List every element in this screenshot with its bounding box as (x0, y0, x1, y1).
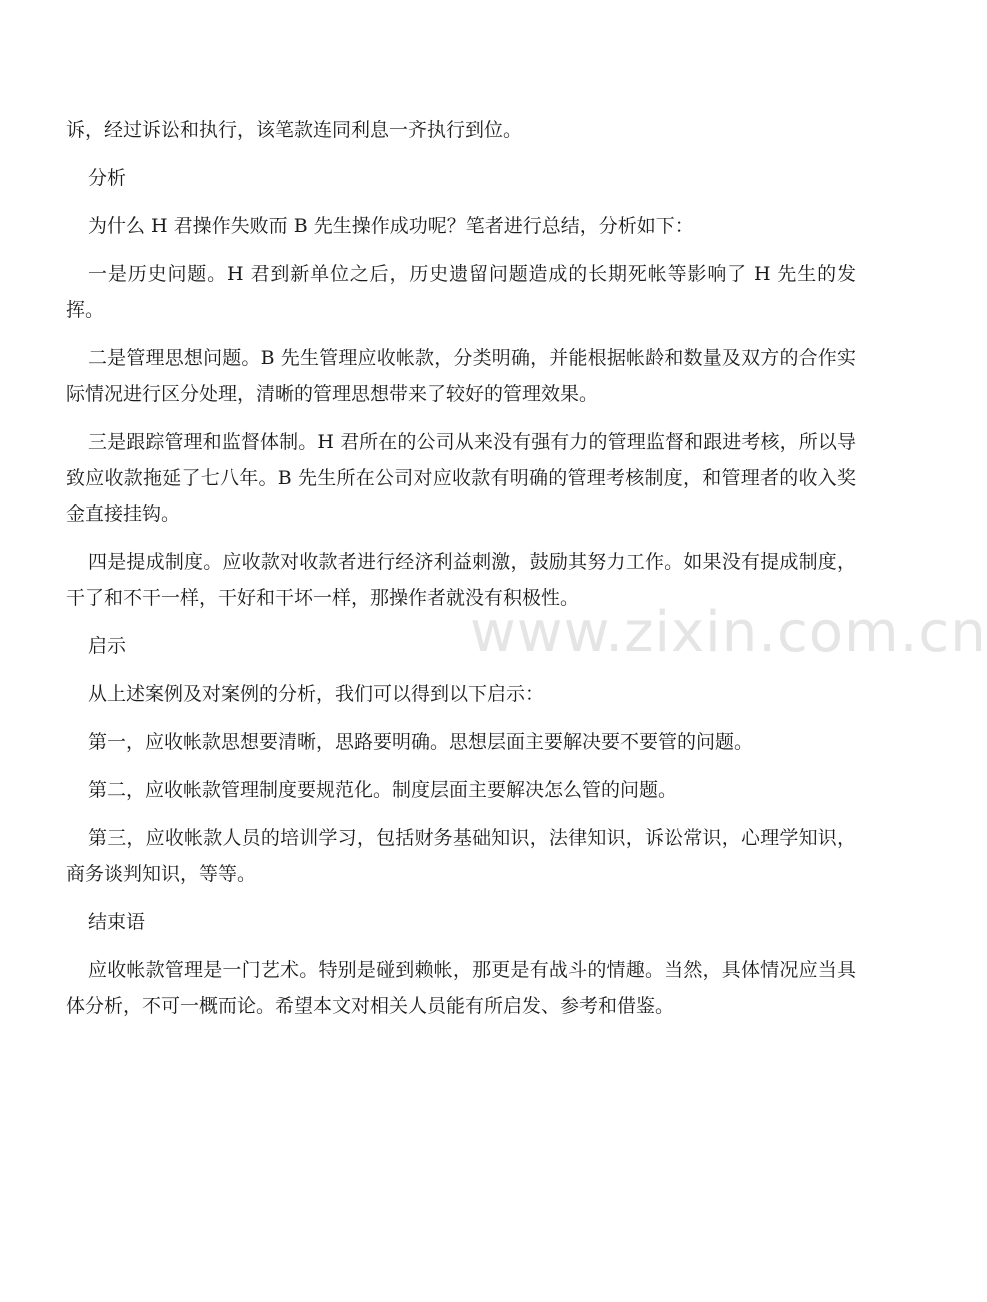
paragraph-management-thinking: 二是管理思想问题。B 先生管理应收帐款，分类明确，并能根据帐龄和数量及双方的合作实际情况进行区分处理，清晰的管理思想带来了较好的管理效果。 (66, 347, 856, 405)
paragraph-history-issue: 一是历史问题。H 君到新单位之后，历史遗留问题造成的长期死帐等影响了 H 先生的发挥。 (66, 263, 856, 321)
paragraph-insight-first: 第一，应收帐款思想要清晰，思路要明确。思想层面主要解决要不要管的问题。 (88, 731, 754, 753)
watermark-text: www.zixin.com.cn (470, 600, 987, 665)
document-body (66, 112, 856, 1036)
section-heading-conclusion: 结束语 (88, 911, 146, 933)
section-heading-analysis: 分析 (88, 167, 127, 189)
paragraph-continuation: 诉，经过诉讼和执行，该笔款连同利息一齐执行到位。 (66, 119, 523, 141)
paragraph-insight-second: 第二，应收帐款管理制度要规范化。制度层面主要解决怎么管的问题。 (88, 779, 678, 801)
paragraph-analysis-intro: 为什么 H 君操作失败而 B 先生操作成功呢？笔者进行总结，分析如下： (88, 215, 694, 237)
paragraph-commission-system: 四是提成制度。应收款对收款者进行经济利益刺激，鼓励其努力工作。如果没有提成制度，干了和不干一样，干好和干坏一样，那操作者就没有积极性。 (66, 551, 856, 609)
section-heading-insights: 启示 (88, 635, 127, 657)
paragraph-insights-intro: 从上述案例及对案例的分析，我们可以得到以下启示： (88, 683, 545, 705)
paragraph-conclusion: 应收帐款管理是一门艺术。特别是碰到赖帐，那更是有战斗的情趣。当然，具体情况应当具体分析，不可一概而论。希望本文对相关人员能有所启发、参考和借鉴。 (66, 959, 856, 1017)
paragraph-insight-third: 第三，应收帐款人员的培训学习，包括财务基础知识，法律知识，诉讼常识，心理学知识，商务谈判知识，等等。 (66, 827, 856, 885)
paragraph-tracking-supervision: 三是跟踪管理和监督体制。H 君所在的公司从来没有强有力的管理监督和跟进考核，所以导致应收款拖延了七八年。B 先生所在公司对应收款有明确的管理考核制度，和管理者的收入奖金直接挂钩。 (66, 431, 856, 525)
